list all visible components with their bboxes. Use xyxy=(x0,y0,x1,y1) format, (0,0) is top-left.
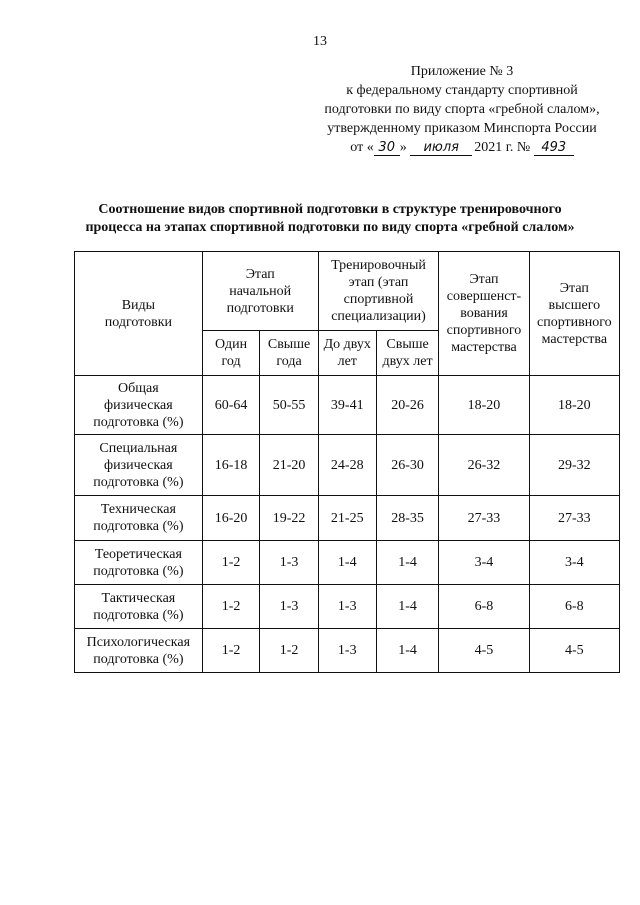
table-cell: 4-5 xyxy=(439,629,529,673)
table-cell: 50-55 xyxy=(260,376,318,435)
table-cell: 1-3 xyxy=(318,585,376,629)
table-cell: 1-3 xyxy=(318,629,376,673)
subheader-up-to-two-years: До двух лет xyxy=(318,331,376,376)
document-title xyxy=(40,201,620,237)
table-cell: 16-20 xyxy=(202,496,260,541)
table-cell: 6-8 xyxy=(529,585,619,629)
date-prefix: от « xyxy=(350,140,374,155)
row-label: Теоретическая подготовка (%) xyxy=(75,541,203,585)
date-year: 2021 г. № xyxy=(474,140,531,155)
table-cell: 26-32 xyxy=(439,435,529,496)
table-cell: 3-4 xyxy=(529,541,619,585)
page-number: 13 xyxy=(313,34,327,49)
date-month-handwritten: июля xyxy=(410,141,472,156)
table-cell: 28-35 xyxy=(376,496,439,541)
table-cell: 1-4 xyxy=(376,541,439,585)
table-cell: 27-33 xyxy=(529,496,619,541)
table-row xyxy=(75,435,620,496)
table-cell: 1-4 xyxy=(376,585,439,629)
table-cell: 19-22 xyxy=(260,496,318,541)
table-cell: 21-20 xyxy=(260,435,318,496)
row-label: Техническая подготовка (%) xyxy=(75,496,203,541)
title-line-1: Соотношение видов спортивной подготовки в структуре тренировочного xyxy=(98,202,562,217)
table-row xyxy=(75,541,620,585)
table-row xyxy=(75,376,620,435)
appendix-line-3: подготовки по виду спорта «гребной слалом», xyxy=(324,102,600,117)
table-cell: 16-18 xyxy=(202,435,260,496)
subheader-one-year: Один год xyxy=(202,331,260,376)
row-label: Специальная физическая подготовка (%) xyxy=(75,435,203,496)
appendix-date-line xyxy=(312,138,612,157)
table-cell: 1-2 xyxy=(202,629,260,673)
table-cell: 1-4 xyxy=(376,629,439,673)
order-number-handwritten: 493 xyxy=(534,141,574,156)
table-row xyxy=(75,496,620,541)
date-quote-close: » xyxy=(399,140,407,155)
table-cell: 18-20 xyxy=(439,376,529,435)
table-cell: 29-32 xyxy=(529,435,619,496)
table-cell: 21-25 xyxy=(318,496,376,541)
row-label: Психологическая подготовка (%) xyxy=(75,629,203,673)
appendix-header xyxy=(312,62,612,157)
subheader-over-one-year: Свыше года xyxy=(260,331,318,376)
training-ratio-table-wrap xyxy=(74,251,620,673)
table-cell: 60-64 xyxy=(202,376,260,435)
appendix-line-1: Приложение № 3 xyxy=(410,64,514,79)
subheader-over-two-years: Свыше двух лет xyxy=(376,331,439,376)
header-higher-stage: Этап высшего спортивного мастерства xyxy=(529,252,619,376)
table-row xyxy=(75,629,620,673)
table-cell: 3-4 xyxy=(439,541,529,585)
table-cell: 1-3 xyxy=(260,541,318,585)
table-cell: 26-30 xyxy=(376,435,439,496)
header-improvement-stage: Этап совершенст- вования спортивного мастерства xyxy=(439,252,529,376)
appendix-line-4: утвержденному приказом Минспорта России xyxy=(327,121,597,136)
table-cell: 1-2 xyxy=(260,629,318,673)
table-cell: 27-33 xyxy=(439,496,529,541)
table-row xyxy=(75,585,620,629)
table-cell: 1-2 xyxy=(202,585,260,629)
appendix-line-2: к федеральному стандарту спортивной xyxy=(346,83,578,98)
table-cell: 39-41 xyxy=(318,376,376,435)
table-cell: 4-5 xyxy=(529,629,619,673)
training-ratio-table xyxy=(74,251,620,673)
table-cell: 1-2 xyxy=(202,541,260,585)
table-cell: 18-20 xyxy=(529,376,619,435)
date-day-handwritten: 30 xyxy=(374,141,400,156)
row-label: Тактическая подготовка (%) xyxy=(75,585,203,629)
table-cell: 24-28 xyxy=(318,435,376,496)
table-cell: 20-26 xyxy=(376,376,439,435)
header-types: Виды подготовки xyxy=(75,252,203,376)
header-training-stage: Тренировочный этап (этап спортивной специализации) xyxy=(318,252,439,331)
table-cell: 1-4 xyxy=(318,541,376,585)
row-label: Общая физическая подготовка (%) xyxy=(75,376,203,435)
table-cell: 6-8 xyxy=(439,585,529,629)
title-line-2: процесса на этапах спортивной подготовки по виду спорта «гребной слалом» xyxy=(85,220,575,235)
table-cell: 1-3 xyxy=(260,585,318,629)
header-initial-stage: Этап начальной подготовки xyxy=(202,252,318,331)
